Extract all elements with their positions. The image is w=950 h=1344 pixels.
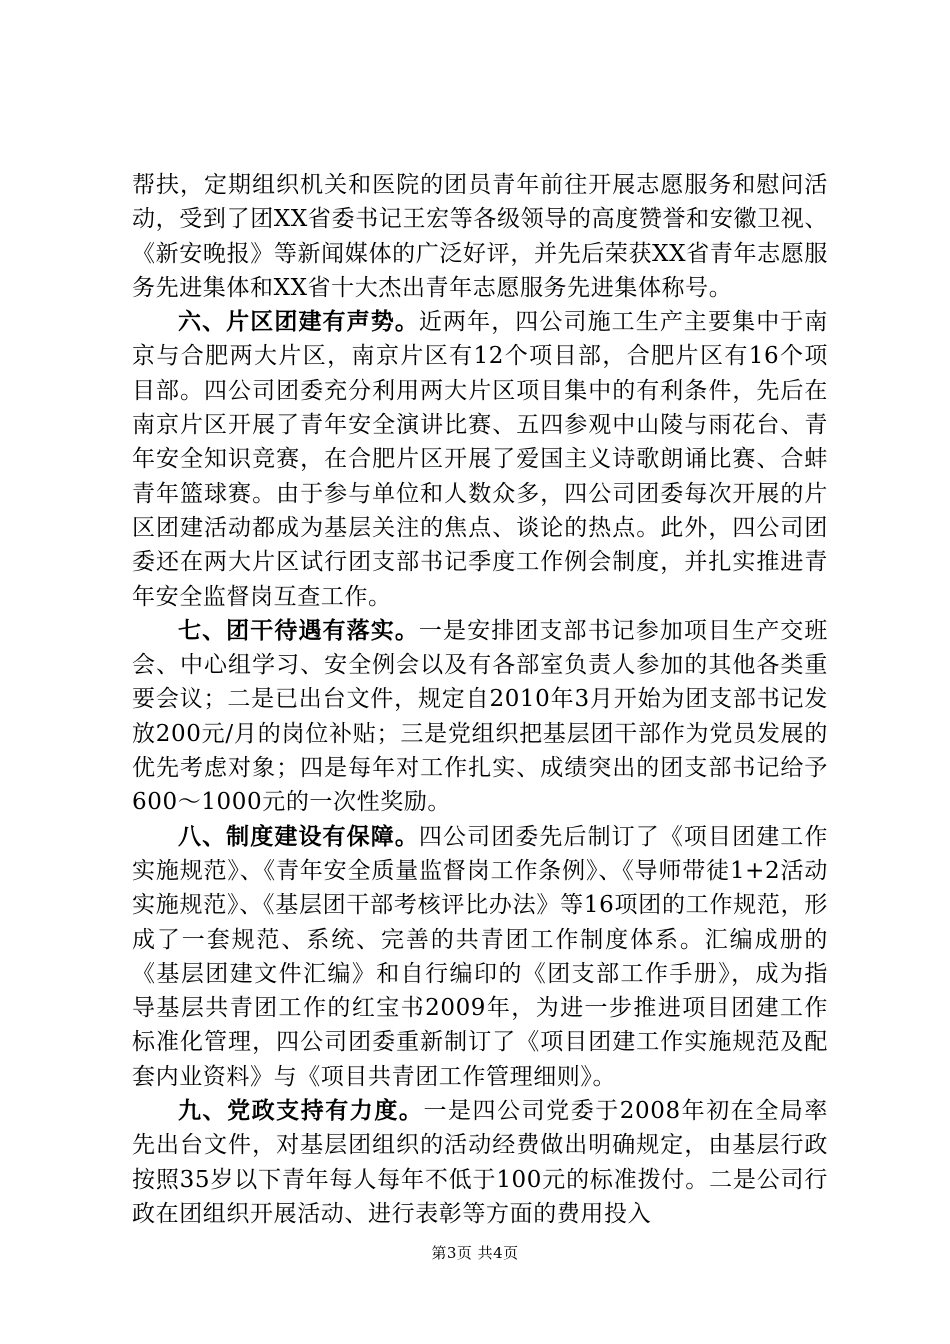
paragraph-section-6 (132, 305, 828, 614)
document-body (132, 168, 828, 1231)
section-heading: 九、党政支持有力度。 (178, 1097, 424, 1125)
page-number-label: 第3页 共4页 (431, 1244, 519, 1262)
section-heading: 六、片区团建有声势。 (178, 308, 419, 336)
paragraph-text: 近两年，四公司施工生产主要集中于南京与合肥两大片区，南京片区有12个项目部，合肥片区有16个项目部。四公司团委充分利用两大片区项目集中的有利条件，先后在南京片区开展了青年安全演讲比赛、五四参观中山陵与雨花台、青年安全知识竞赛，在合肥片区开展了爱国主义诗歌朗诵比赛、合蚌青年篮球赛。由于参与单位和人数众多，四公司团委每次开展的片区团建活动都成为基层关注的焦点、谈论的热点。此外，四公司团委还在两大片区试行团支部书记季度工作例会制度，并扎实推进青年安全监督岗互查工作。 (132, 309, 828, 610)
paragraph-text: 四公司团委先后制订了《项目团建工作实施规范》、《青年安全质量监督岗工作条例》、《导师带徒1+2活动实施规范》、《基层团干部考核评比办法》等16项团的工作规范，形成了一套规范、系统、完善的共青团工作制度体系。汇编成册的《基层团建文件汇编》和自行编印的《团支部工作手册》，成为指导基层共青团工作的红宝书2009年，为进一步推进项目团建工作标准化管理，四公司团委重新制订了《项目团建工作实施规范及配套内业资料》与《项目共青团工作管理细则》。 (132, 823, 828, 1090)
section-heading: 七、团干待遇有落实。 (178, 616, 419, 644)
paragraph-section-8 (132, 820, 828, 1094)
paragraph-text: 帮扶，定期组织机关和医院的团员青年前往开展志愿服务和慰问活动，受到了团XX省委书记王宏等各级领导的高度赞誉和安徽卫视、《新安晚报》等新闻媒体的广泛好评，并先后荣获XX省青年志愿服务先进集体和XX省十大杰出青年志愿服务先进集体称号。 (132, 172, 828, 301)
paragraph-text: 一是安排团支部书记参加项目生产交班会、中心组学习、安全例会以及有各部室负责人参加的其他各类重要会议；二是已出台文件，规定自2010年3月开始为团支部书记发放200元/月的岗位补贴；三是党组织把基层团干部作为党员发展的优先考虑对象；四是每年对工作扎实、成绩突出的团支部书记给予600～1000元的一次性奖励。 (132, 617, 828, 816)
paragraph-section-9 (132, 1094, 828, 1231)
paragraph-text: 一是四公司党委于2008年初在全局率先出台文件，对基层团组织的活动经费做出明确规定，由基层行政按照35岁以下青年每人每年不低于100元的标准拨付。二是公司行政在团组织开展活动、进行表彰等方面的费用投入 (132, 1098, 829, 1227)
section-heading: 八、制度建设有保障。 (178, 822, 419, 850)
paragraph-section-7 (132, 614, 828, 820)
paragraph-continuation (132, 168, 828, 305)
page-footer (0, 1243, 950, 1263)
